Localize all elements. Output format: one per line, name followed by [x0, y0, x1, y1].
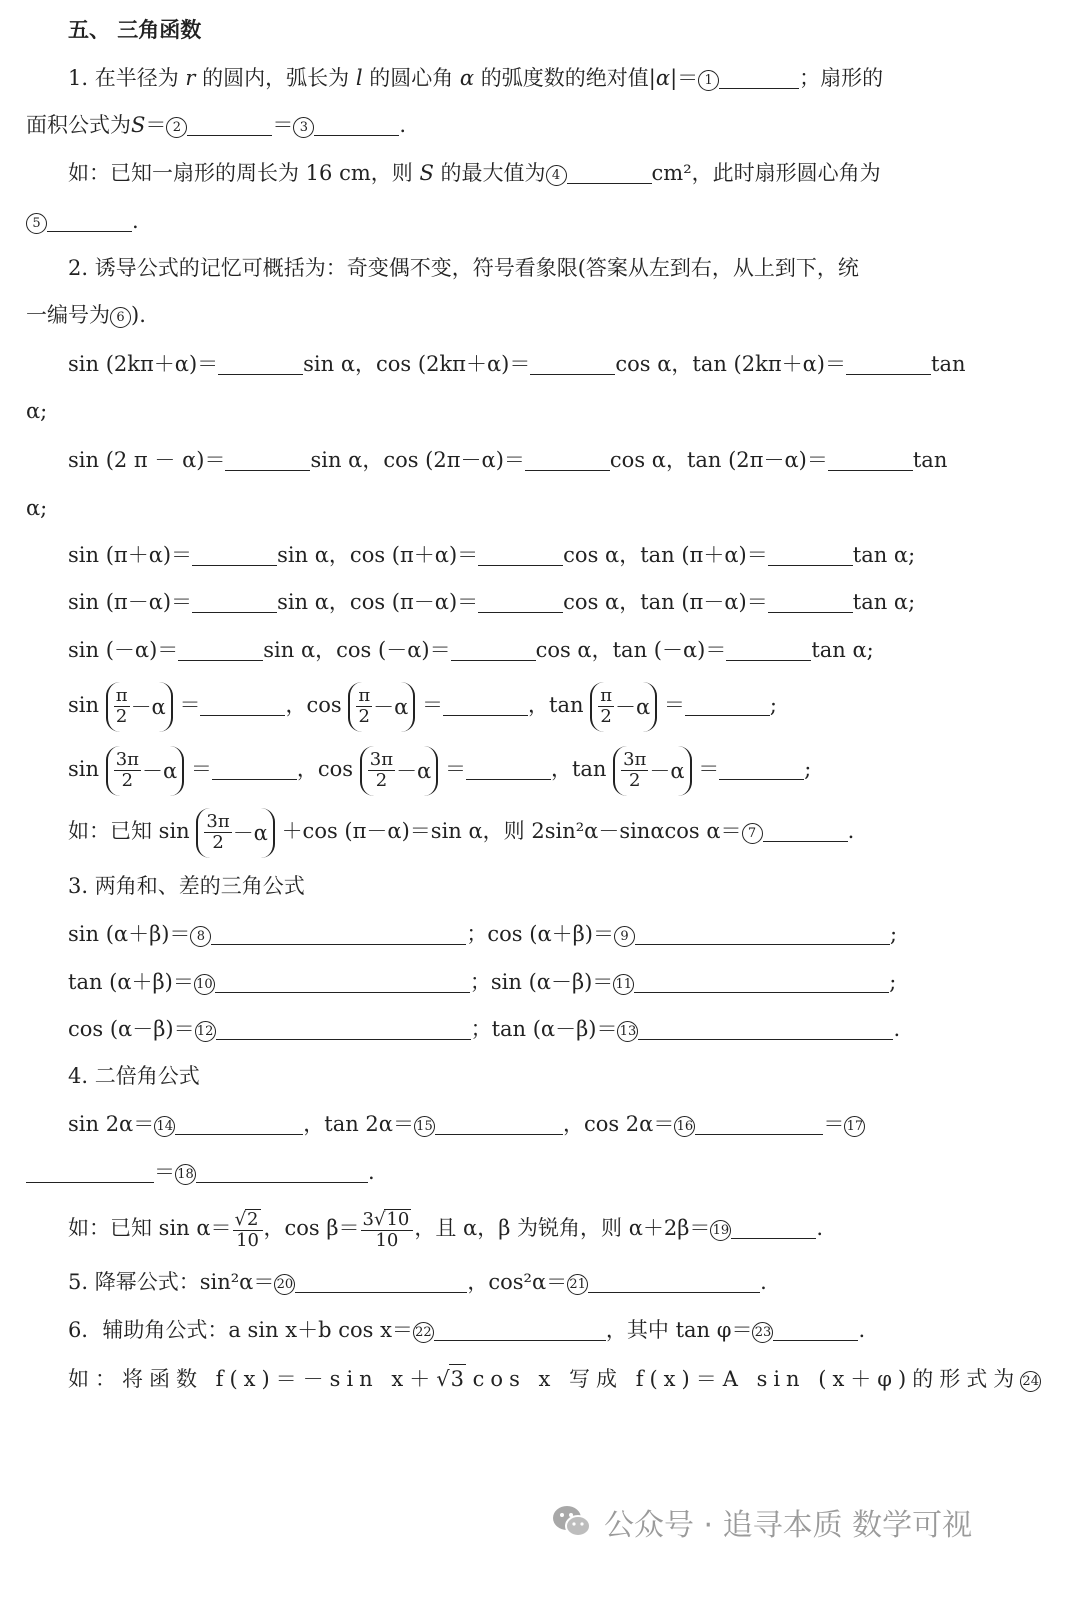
q2-row-three-half-pi: sin $\frac{3\pi}{2}$ －α ＝ ，cos $\frac{3\pi}{2}$ －α ＝ ，tan $\frac{3\pi}{2}$ －α ＝ ; [68, 744, 1080, 796]
q2-row-half-pi: sin $\frac{\pi}{2}$ －α ＝ ，cos $\frac{\pi}{2}$ －α ＝ ，tan $\frac{\pi}{2}$ －α ＝ ; [68, 680, 1080, 732]
answer-blank-23[interactable] [773, 1320, 858, 1341]
q3-row1: sin (α＋β)＝ 8 ；cos (α＋β)＝ 9 ; [68, 922, 898, 946]
blank-number-15: 15 [414, 1116, 435, 1137]
answer-blank-15[interactable] [435, 1114, 563, 1135]
answer-blank-4[interactable] [567, 163, 652, 184]
wechat-icon [550, 1500, 594, 1544]
blank-number-14: 14 [154, 1116, 175, 1137]
q3-title: 3. 两角和、差的三角公式 [68, 874, 305, 898]
q2-example: 如：已知 sin $\frac{3\pi}{2}$ －α ＋cos (π－α)＝sin α，则 2sin²α－sinαcos α＝ 7 . [68, 806, 1080, 858]
q6-row: 6．辅助角公式：a sin x＋b cos x＝ 22 ，其中 tan φ＝ 23 . [68, 1318, 866, 1342]
q2-intro: 2. 诱导公式的记忆可概括为：奇变偶不变，符号看象限(答案从左到右，从上到下，统 [68, 256, 859, 280]
q4-example: 如：已知 sin α＝ $\frac{√2}{10}$ ，cos β＝ $\frac{3√10}{10}$ ，且 α，β 为锐角，则 α＋2β＝ 19 . [68, 1208, 824, 1251]
answer-blank-8[interactable] [211, 924, 466, 945]
answer-blank[interactable] [178, 640, 263, 661]
q2-row-2pi: sin (2 π － α)＝ sin α，cos (2π－α)＝ cos α，tan (2π－α)＝ tan [68, 448, 948, 472]
answer-blank-11[interactable] [634, 972, 889, 993]
q1-example-end: 5 . [26, 207, 1080, 235]
answer-blank[interactable] [225, 450, 310, 471]
q4-title: 4. 二倍角公式 [68, 1064, 200, 1088]
blank-number-16: 16 [674, 1116, 695, 1137]
blank-number-3: 3 [293, 117, 314, 138]
answer-blank[interactable] [451, 640, 536, 661]
section-title: 五、 三角函数 [68, 17, 202, 42]
answer-blank[interactable] [200, 695, 285, 716]
blank-number-19: 19 [710, 1220, 731, 1241]
q2-row-2kpi: sin (2kπ＋α)＝ sin α，cos (2kπ＋α)＝ cos α，tan (2kπ＋α)＝ tan [68, 352, 966, 376]
q3-row2: tan (α＋β)＝ 10 ；sin (α－β)＝ 11 ; [68, 970, 897, 994]
answer-blank-20[interactable] [295, 1272, 467, 1293]
q2-row-pi-minus: sin (π－α)＝ sin α，cos (π－α)＝ cos α，tan (π－α)＝ tan α; [68, 590, 916, 614]
answer-blank-3[interactable] [314, 115, 399, 136]
blank-number-21: 21 [567, 1274, 588, 1295]
q4-row2: ＝ 18 . [26, 1158, 1080, 1186]
blank-number-24: 24 [1020, 1371, 1041, 1392]
watermark-text: 公众号 · 追寻本质 数学可视 [604, 1508, 973, 1543]
answer-blank[interactable] [478, 592, 563, 613]
answer-blank-10[interactable] [215, 972, 470, 993]
q3-row3: cos (α－β)＝ 12 ；tan (α－β)＝ 13 . [68, 1017, 901, 1041]
q2-row-pi-plus: sin (π＋α)＝ sin α，cos (π＋α)＝ cos α，tan (π＋α)＝ tan α; [68, 543, 916, 567]
answer-blank-7[interactable] [763, 821, 848, 842]
blank-number-5: 5 [26, 213, 47, 234]
q2-row-2kpi-tail: α; [26, 399, 48, 423]
q1-example: 如：已知一扇形的周长为 16 cm，则 S 的最大值为 4 cm²，此时扇形圆心角为 [68, 161, 881, 185]
answer-blank[interactable] [443, 695, 528, 716]
answer-blank[interactable] [685, 695, 770, 716]
answer-blank[interactable] [768, 545, 853, 566]
answer-blank[interactable] [478, 545, 563, 566]
answer-blank[interactable] [846, 354, 931, 375]
blank-number-22: 22 [413, 1322, 434, 1343]
answer-blank-18[interactable] [196, 1162, 368, 1183]
q6-example: 如：将函数 f(x)＝－sin x＋√3 cos x 写成 f(x)＝A sin (x＋φ)的形式为 24 [68, 1364, 1080, 1393]
answer-blank[interactable] [828, 450, 913, 471]
blank-number-10: 10 [194, 974, 215, 995]
answer-blank[interactable] [218, 354, 303, 375]
answer-blank-16[interactable] [695, 1114, 823, 1135]
answer-blank[interactable] [192, 545, 277, 566]
answer-blank[interactable] [726, 640, 811, 661]
answer-blank[interactable] [525, 450, 610, 471]
blank-number-2: 2 [166, 117, 187, 138]
answer-blank[interactable] [192, 592, 277, 613]
q2-row-neg: sin (－α)＝ sin α，cos (－α)＝ cos α，tan (－α)＝ tan α; [68, 638, 874, 662]
answer-blank-12[interactable] [216, 1019, 471, 1040]
blank-number-20: 20 [274, 1274, 295, 1295]
answer-blank[interactable] [768, 592, 853, 613]
answer-blank-17[interactable] [26, 1162, 154, 1183]
answer-blank[interactable] [719, 759, 804, 780]
answer-blank-2[interactable] [187, 115, 272, 136]
blank-number-7: 7 [742, 823, 763, 844]
answer-blank[interactable] [530, 354, 615, 375]
answer-blank-21[interactable] [588, 1272, 760, 1293]
answer-blank-9[interactable] [635, 924, 890, 945]
answer-blank[interactable] [212, 759, 297, 780]
q1-line2: 面积公式为S＝ 2 ＝ 3 . [26, 113, 407, 137]
blank-number-4: 4 [546, 165, 567, 186]
blank-number-9: 9 [614, 926, 635, 947]
watermark [550, 1500, 972, 1544]
blank-number-6: 6 [110, 307, 131, 328]
answer-blank-5[interactable] [47, 211, 132, 232]
answer-blank-1[interactable] [719, 68, 799, 89]
blank-number-11: 11 [613, 974, 634, 995]
blank-number-13: 13 [617, 1021, 638, 1042]
q2-intro-end: 一编号为 6 ). [26, 303, 146, 327]
q1-line1: 1. 在半径为 r 的圆内，弧长为 l 的圆心角 α 的弧度数的绝对值|α|＝ 1 ；扇形的 [68, 66, 884, 90]
answer-blank[interactable] [466, 759, 551, 780]
blank-number-1: 1 [698, 70, 719, 91]
blank-number-23: 23 [752, 1322, 773, 1343]
q5-row: 5. 降幂公式：sin²α＝ 20 ，cos²α＝ 21 . [68, 1270, 767, 1294]
q4-row1: sin 2α＝ 14 ，tan 2α＝ 15 ，cos 2α＝ 16 ＝ 17 [68, 1110, 1080, 1138]
answer-blank-14[interactable] [175, 1114, 303, 1135]
blank-number-8: 8 [190, 926, 211, 947]
q2-row-2pi-tail: α; [26, 496, 48, 520]
blank-number-17: 17 [844, 1116, 865, 1137]
answer-blank-19[interactable] [731, 1218, 816, 1239]
blank-number-18: 18 [175, 1164, 196, 1185]
answer-blank-13[interactable] [638, 1019, 893, 1040]
answer-blank-22[interactable] [434, 1320, 606, 1341]
blank-number-12: 12 [195, 1021, 216, 1042]
